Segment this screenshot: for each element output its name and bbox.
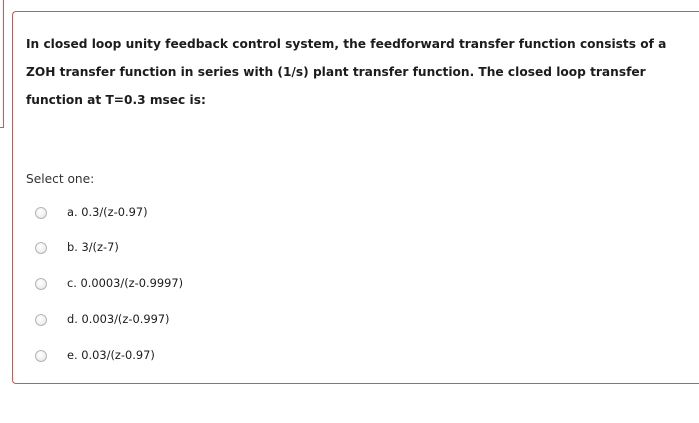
- select-prompt: Select one:: [26, 172, 95, 186]
- option-d-label[interactable]: d. 0.003/(z-0.997): [67, 312, 170, 326]
- option-a-label[interactable]: a. 0.3/(z-0.97): [67, 205, 148, 219]
- option-e-label[interactable]: e. 0.03/(z-0.97): [67, 348, 155, 362]
- question-text: In closed loop unity feedback control system, the feedforward transfer function consists of a ZOH transfer function in series with (1/s) plant transfer function. The closed loop transfer function at T=0.3 msec is:: [26, 37, 667, 107]
- radio-button-a[interactable]: [35, 207, 47, 219]
- radio-button-c[interactable]: [35, 278, 47, 290]
- option-b-label[interactable]: b. 3/(z-7): [67, 240, 119, 254]
- option-c-label[interactable]: c. 0.0003/(z-0.9997): [67, 276, 184, 290]
- radio-button-d[interactable]: [35, 314, 47, 326]
- question-card: [12, 11, 699, 384]
- radio-button-e[interactable]: [35, 350, 47, 362]
- radio-button-b[interactable]: [35, 242, 47, 254]
- question-indicator: [0, 0, 4, 128]
